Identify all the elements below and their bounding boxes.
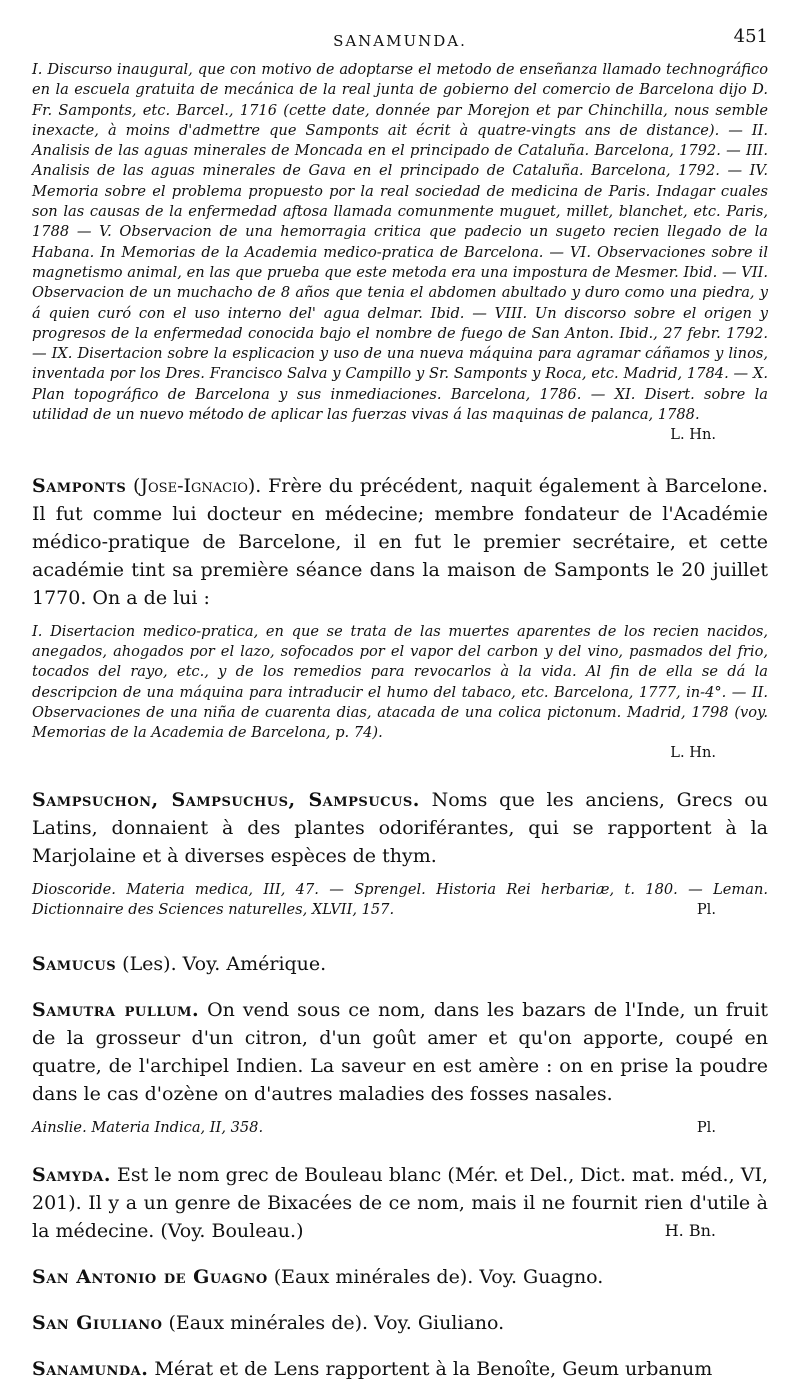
entry-text: Est le nom grec de Bouleau blanc (Mér. et Del., Dict. mat. méd., VI, 201). Il y a un genre de Bixacées de ce nom, mais il ne fournit rien d'utile à la médecine. (Voy. Bouleau.)	[32, 1163, 768, 1242]
entry-text: (Les). Voy. Amérique.	[122, 953, 327, 976]
entry-body	[32, 1161, 768, 1245]
entry-headword: San Antonio de Guagno	[32, 1265, 268, 1288]
entry-samponts	[32, 472, 768, 764]
entry-headword: Sanamunda.	[32, 1357, 149, 1380]
entry-sampsuchon	[32, 786, 768, 921]
entry-text: On vend sous ce nom, dans les bazars de l'Inde, un fruit de la grosseur d'un citron, d'un goût amer et qu'on apporte, coupé en quatre, de l'archipel Indien. La saveur en est amère : on en prise la poudre dans le cas d'ozène on d'autres maladies des fosses nasales.	[32, 999, 768, 1106]
entry-person-name: (Jose-Ignacio).	[133, 474, 262, 497]
entry-samyda	[32, 1161, 768, 1245]
page-number: 451	[733, 26, 768, 47]
entry-text: Mérat et de Lens rapportent à la Benoîte, Geum urbanum	[154, 1357, 713, 1380]
entry-headword: Sampsuchon, Sampsuchus, Sampsucus.	[32, 788, 420, 811]
previous-entry-references	[32, 60, 768, 446]
entry-san-giuliano	[32, 1309, 768, 1337]
entry-text: (Eaux minérales de). Voy. Giuliano.	[168, 1311, 505, 1334]
entry-text: Frère du précédent, naquit également à Barcelone. Il fut comme lui docteur en médecine; membre fondateur de l'Académie médico-pratique de Barcelone, il en fut le premier secrétaire, et cette académie tint sa première séance dans la maison de Samponts le 20 juillet 1770. On a de lui :	[32, 474, 768, 609]
entry-samucus	[32, 950, 768, 978]
entry-headword: Samucus	[32, 953, 117, 976]
entry-references	[32, 880, 768, 921]
entry-san-antonio-de-guagno	[32, 1263, 768, 1291]
dictionary-page	[32, 24, 768, 1383]
page-header	[32, 24, 768, 56]
references-text: I. Discurso inaugural, que con motivo de adoptarse el metodo de enseñanza llamado technográfico en la escuela gratuita de mecánica de la real junta de gobierno del comercio de Barcelona dijo D. Fr. Samponts, etc. Barcel., 1716 (cette date, donnée par Morejon et par Chinchilla, nous semble inexacte, à moins d'admettre que Samponts ait écrit à quatre-vingts ans de distance). — II. Analisis de las aguas minerales de Moncada en el principado de Cataluña. Barcelona, 1792. — III. Analisis de las aguas minerales de Gava en el principado de Cataluña. Barcelona, 1792. — IV. Memoria sobre el problema propuesto por la real sociedad de medicina de Paris. Indagar cuales son las causas de la enfermedad aftosa llamada comunmente muguet, millet, blanchet, etc. Paris, 1788 — V. Observacion de una hemorragia critica que padecio un sugeto recien llegado de la Habana. In Memorias de la Academia medico-pratica de Barcelona. — VI. Observaciones sobre il magnetismo animal, en las que prueba que este metoda era una impostura de Mesmer. Ibid. — VII. Observacion de un muchacho de 8 años que tenia el abdomen abultado y duro como una piedra, y á quien curó con el uso interno del' agua delmar. Ibid. — VIII. Un discorso sobre el origen y progresos de la enfermedad conocida bajo el nombre de fuego de San Anton. Ibid., 27 febr. 1792. — IX. Disertacion sobre la esplicacion y uso de una nueva máquina para agramar cáñamos y linos, inventada por los Dres. Francisco Salva y Campillo y Sr. Samponts y Roca, etc. Madrid, 1784. — X. Plan topográfico de Barcelona y sus inmediaciones. Barcelona, 1786. — XI. Disert. sobre la utilidad de un nuevo método de aplicar las fuerzas vivas á las maquinas de palanca, 1788.	[32, 61, 768, 424]
entry-headword: Samutra pullum.	[32, 999, 200, 1022]
author-signature: Pl.	[696, 901, 716, 919]
author-signature: L. Hn.	[670, 744, 716, 762]
entry-body	[32, 996, 768, 1108]
author-signature: L. Hn.	[670, 426, 716, 444]
entry-headword: Samyda.	[32, 1163, 111, 1186]
entry-headword: Samponts	[32, 474, 127, 497]
entry-body	[32, 472, 768, 612]
entry-references: I. Disertacion medico-pratica, en que se trata de las muertes aparentes de los recien nacidos, anegados, ahogados por el lazo, sofocados por el vapor del carbon y del vino, pasmados del frio, tocados del rayo, etc., y de los remedios para revocarlos à la vida. Al fin de ella se dá la descripcion de una máquina para intraducir el humo del tabaco, etc. Barcelona, 1777, in-4°. — II. Observaciones de una niña de cuarenta dias, atacada de una colica pictonum. Madrid, 1798 (voy. Memorias de la Academia de Barcelona, p. 74).	[32, 622, 768, 742]
entry-text: Noms que les anciens, Grecs ou Latins, donnaient à des plantes odoriférantes, qui se rapportent à la Marjolaine et à diverses espèces de thym.	[32, 788, 768, 867]
entry-headword: San Giuliano	[32, 1311, 163, 1334]
references-text: Dioscoride. Materia medica, III, 47. — Sprengel. Historia Rei herbariæ, t. 180. — Leman. Dictionnaire des Sciences naturelles, XLVII, 157.	[32, 880, 768, 919]
entry-references	[32, 1118, 768, 1138]
entry-sanamunda	[32, 1355, 768, 1383]
running-title: SANAMUNDA.	[333, 32, 467, 50]
author-signature: Pl.	[696, 1119, 716, 1137]
entry-text: (Eaux minérales de). Voy. Guagno.	[273, 1265, 604, 1288]
references-text: Ainslie. Materia Indica, II, 358.	[32, 1119, 264, 1137]
entry-samutra-pullum	[32, 996, 768, 1138]
author-signature: H. Bn.	[664, 1220, 716, 1240]
entry-body	[32, 786, 768, 870]
